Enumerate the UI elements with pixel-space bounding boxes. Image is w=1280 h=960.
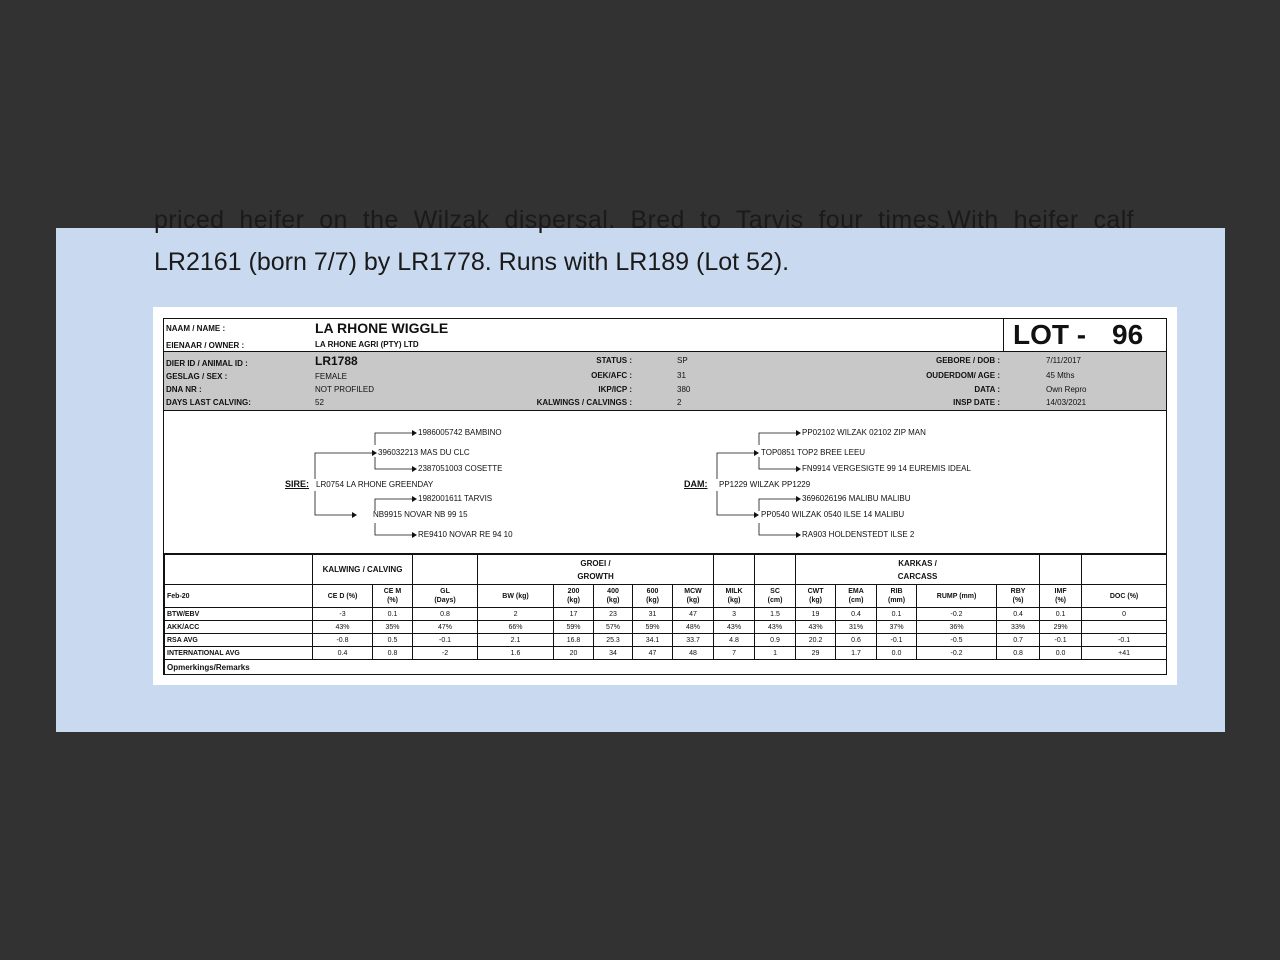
col-doc: DOC (%) bbox=[1082, 585, 1167, 608]
table-cell: -0.1 bbox=[1040, 634, 1082, 647]
col-rump: RUMP (mm) bbox=[917, 585, 997, 608]
col-mcw bbox=[673, 585, 714, 608]
table-cell: 0.7 bbox=[997, 634, 1040, 647]
col-rib bbox=[877, 585, 917, 608]
col-imf-name: IMF bbox=[1054, 588, 1067, 595]
table-cell: 47% bbox=[413, 621, 478, 634]
table-cell bbox=[1082, 621, 1167, 634]
dna-label: DNA NR : bbox=[166, 385, 202, 394]
dam-dam-name: PP0540 WILZAK 0540 ILSE 14 MALIBU bbox=[761, 510, 905, 519]
table-cell: -2 bbox=[413, 647, 478, 660]
document-panel bbox=[56, 206, 1225, 732]
table-cell: 1.6 bbox=[478, 647, 554, 660]
table-cell: 31 bbox=[633, 608, 673, 621]
table-cell: 43% bbox=[313, 621, 373, 634]
table-cell: 2.1 bbox=[478, 634, 554, 647]
row-label: AKK/ACC bbox=[165, 621, 313, 634]
col-rby-unit: (%) bbox=[1012, 597, 1024, 604]
sire-sire-sire-name: 1986005742 BAMBINO bbox=[418, 428, 502, 437]
table-cell: 0.4 bbox=[997, 608, 1040, 621]
table-row bbox=[165, 621, 1167, 634]
table-cell: 43% bbox=[796, 621, 836, 634]
table-row bbox=[165, 647, 1167, 660]
table-cell: -0.2 bbox=[917, 608, 997, 621]
sire-label: SIRE: bbox=[285, 479, 310, 489]
col-600 bbox=[633, 585, 673, 608]
insp-date-label: INSP DATE : bbox=[953, 398, 1000, 407]
group-carcass bbox=[796, 555, 1040, 585]
table-cell: 25.3 bbox=[594, 634, 633, 647]
table-cell: 59% bbox=[633, 621, 673, 634]
table-cell: 33.7 bbox=[673, 634, 714, 647]
group-blank bbox=[165, 555, 313, 585]
name-header bbox=[164, 319, 1166, 352]
table-row bbox=[165, 634, 1167, 647]
remarks-row bbox=[165, 660, 1167, 675]
sire-sire-name: 396032213 MAS DU CLC bbox=[378, 448, 470, 457]
table-cell: 37% bbox=[877, 621, 917, 634]
lot-box bbox=[1003, 319, 1166, 351]
period-label: Feb-20 bbox=[165, 585, 313, 608]
sire-dam-name: NB9915 NOVAR NB 99 15 bbox=[373, 510, 468, 519]
col-cem-unit: (%) bbox=[387, 597, 398, 604]
dam-sire-sire-name: PP02102 WILZAK 02102 ZIP MAN bbox=[802, 428, 926, 437]
group-growth bbox=[478, 555, 714, 585]
dam-dam-dam-name: RA903 HOLDENSTEDT ILSE 2 bbox=[802, 530, 915, 539]
intro-text-line: LR2161 (born 7/7) by LR1778. Runs with LR189 (Lot 52). bbox=[154, 248, 790, 276]
group-growth-line1: GROEI / bbox=[580, 558, 611, 568]
col-cwt-name: CWT bbox=[807, 588, 824, 595]
pedigree-lines bbox=[164, 411, 1166, 553]
table-cell: -0.8 bbox=[313, 634, 373, 647]
col-cwt-unit: (kg) bbox=[809, 597, 822, 604]
col-milk bbox=[714, 585, 755, 608]
table-cell: -0.1 bbox=[413, 634, 478, 647]
table-cell: 43% bbox=[755, 621, 796, 634]
table-cell: 0.8 bbox=[413, 608, 478, 621]
table-cell: 0.6 bbox=[836, 634, 877, 647]
col-sc-name: SC bbox=[770, 588, 780, 595]
owner-value: LA RHONE AGRI (PTY) LTD bbox=[315, 340, 419, 349]
lot-form bbox=[163, 318, 1167, 675]
table-cell: 0.1 bbox=[877, 608, 917, 621]
table-cell: 0.9 bbox=[755, 634, 796, 647]
table-cell: 31% bbox=[836, 621, 877, 634]
column-header-row bbox=[165, 585, 1167, 608]
col-200 bbox=[554, 585, 594, 608]
icp-label: IKP/ICP : bbox=[598, 385, 632, 394]
table-cell: 19 bbox=[796, 608, 836, 621]
lot-label: LOT - bbox=[1013, 319, 1087, 350]
col-ema bbox=[836, 585, 877, 608]
col-600-unit: (kg) bbox=[646, 597, 659, 604]
name-label: NAAM / NAME : bbox=[166, 324, 226, 333]
col-cem-name: CE M bbox=[383, 588, 402, 595]
table-cell: 59% bbox=[554, 621, 594, 634]
afc-value: 31 bbox=[677, 371, 686, 380]
lot-number: 96 bbox=[1112, 319, 1144, 350]
table-cell: 0.0 bbox=[1040, 647, 1082, 660]
row-label: BTW/EBV bbox=[165, 608, 313, 621]
table-cell: 47 bbox=[633, 647, 673, 660]
group-imf-blank bbox=[1082, 555, 1167, 585]
table-row bbox=[165, 608, 1167, 621]
icp-value: 380 bbox=[677, 385, 691, 394]
calvings-value: 2 bbox=[677, 398, 682, 407]
col-200-name: 200 bbox=[567, 588, 580, 595]
table-cell: 0.5 bbox=[373, 634, 413, 647]
dam-sire-name: TOP0851 TOP2 BREE LEEU bbox=[761, 448, 866, 457]
table-cell: 20.2 bbox=[796, 634, 836, 647]
table-cell: 0.0 bbox=[877, 647, 917, 660]
data-label: DATA : bbox=[974, 385, 1000, 394]
table-cell: 0.4 bbox=[313, 647, 373, 660]
table-cell: 4.8 bbox=[714, 634, 755, 647]
table-cell: 0.8 bbox=[373, 647, 413, 660]
animal-id-label: DIER ID / ANIMAL ID : bbox=[166, 359, 248, 368]
group-carcass-line2: CARCASS bbox=[897, 571, 938, 581]
age-value: 45 Mths bbox=[1046, 371, 1075, 380]
col-imf-unit: (%) bbox=[1055, 597, 1067, 604]
calvings-label: KALWINGS / CALVINGS : bbox=[536, 398, 632, 407]
col-ema-unit: (cm) bbox=[848, 597, 864, 604]
table-cell: -0.2 bbox=[917, 647, 997, 660]
status-value: SP bbox=[677, 356, 688, 365]
col-400-name: 400 bbox=[607, 588, 619, 595]
row-label: INTERNATIONAL AVG bbox=[165, 647, 313, 660]
table-cell: 33% bbox=[997, 621, 1040, 634]
sex-value: FEMALE bbox=[315, 372, 348, 381]
afc-label: OEK/AFC : bbox=[591, 371, 632, 380]
group-growth-line2: GROWTH bbox=[577, 571, 614, 581]
group-rby-blank bbox=[1040, 555, 1082, 585]
table-cell: 34 bbox=[594, 647, 633, 660]
table-cell: 29% bbox=[1040, 621, 1082, 634]
cut-off-text-line: priced heifer on the Wilzak dispersal. Bred to Tarvis four times.With heifer calf bbox=[154, 206, 1134, 234]
group-header-row bbox=[165, 555, 1167, 585]
col-600-name: 600 bbox=[646, 588, 659, 595]
col-milk-unit: (kg) bbox=[727, 597, 741, 604]
group-calving: KALWING / CALVING bbox=[313, 555, 413, 585]
table-cell: 23 bbox=[594, 608, 633, 621]
col-mcw-name: MCW bbox=[684, 588, 702, 595]
status-label: STATUS : bbox=[596, 356, 632, 365]
col-bw: BW (kg) bbox=[478, 585, 554, 608]
ebv-table bbox=[164, 554, 1167, 675]
dam-label: DAM: bbox=[684, 479, 708, 489]
group-carcass-line1: KARKAS / bbox=[898, 558, 937, 568]
table-cell: 7 bbox=[714, 647, 755, 660]
animal-id-value: LR1788 bbox=[315, 354, 358, 368]
group-gl-blank bbox=[413, 555, 478, 585]
insp-date-value: 14/03/2021 bbox=[1046, 398, 1087, 407]
ebv-body bbox=[165, 608, 1167, 660]
table-cell: 1.7 bbox=[836, 647, 877, 660]
col-rib-name: RIB bbox=[890, 588, 903, 595]
table-cell: 16.8 bbox=[554, 634, 594, 647]
table-cell: -0.5 bbox=[917, 634, 997, 647]
table-cell: 1.5 bbox=[755, 608, 796, 621]
table-cell: 3 bbox=[714, 608, 755, 621]
col-ced: CE D (%) bbox=[313, 585, 373, 608]
remarks-label: Opmerkings/Remarks bbox=[165, 660, 1167, 675]
sex-label: GESLAG / SEX : bbox=[166, 372, 228, 381]
group-sc-blank bbox=[755, 555, 796, 585]
sire-dam-sire-name: 1982001611 TARVIS bbox=[418, 494, 493, 503]
col-rby-name: RBY bbox=[1010, 588, 1026, 595]
table-cell: 0.4 bbox=[836, 608, 877, 621]
table-cell: 0.1 bbox=[1040, 608, 1082, 621]
col-imf bbox=[1040, 585, 1082, 608]
col-sc-unit: (cm) bbox=[767, 597, 783, 604]
col-cwt bbox=[796, 585, 836, 608]
table-cell: 36% bbox=[917, 621, 997, 634]
group-milk-blank bbox=[714, 555, 755, 585]
table-cell: 1 bbox=[755, 647, 796, 660]
table-cell: -3 bbox=[313, 608, 373, 621]
col-400-unit: (kg) bbox=[606, 597, 620, 604]
info-band bbox=[164, 352, 1166, 411]
col-ema-name: EMA bbox=[848, 588, 864, 595]
table-cell: 35% bbox=[373, 621, 413, 634]
dob-label: GEBORE / DOB : bbox=[935, 356, 1000, 365]
table-cell: 43% bbox=[714, 621, 755, 634]
days-last-calving-value: 52 bbox=[315, 398, 324, 407]
table-cell: 0.1 bbox=[373, 608, 413, 621]
col-gl-name: GL bbox=[440, 588, 450, 595]
col-rib-unit: (mm) bbox=[887, 597, 906, 604]
col-400 bbox=[594, 585, 633, 608]
table-cell: 2 bbox=[478, 608, 554, 621]
owner-label: EIENAAR / OWNER : bbox=[166, 341, 245, 350]
pedigree-section bbox=[164, 411, 1166, 554]
dam-sire-dam-name: FN9914 VERGESIGTE 99 14 EUREMIS IDEAL bbox=[802, 464, 971, 473]
table-cell: 47 bbox=[673, 608, 714, 621]
dob-value: 7/11/2017 bbox=[1046, 356, 1081, 365]
dam-name: PP1229 WILZAK PP1229 bbox=[719, 480, 811, 489]
table-cell: 29 bbox=[796, 647, 836, 660]
col-gl-unit: (Days) bbox=[434, 597, 456, 604]
data-value: Own Repro bbox=[1046, 385, 1087, 394]
dam-dam-sire-name: 3696026196 MALIBU MALIBU bbox=[802, 494, 911, 503]
table-cell: -0.1 bbox=[1082, 634, 1167, 647]
sire-dam-dam-name: RE9410 NOVAR RE 94 10 bbox=[418, 530, 513, 539]
sire-name: LR0754 LA RHONE GREENDAY bbox=[316, 480, 434, 489]
col-milk-name: MILK bbox=[725, 588, 743, 595]
table-cell: 17 bbox=[554, 608, 594, 621]
age-label: OUDERDOM/ AGE : bbox=[926, 371, 1000, 380]
row-label: RSA AVG bbox=[165, 634, 313, 647]
sire-sire-dam-name: 2387051003 COSETTE bbox=[418, 464, 503, 473]
animal-name: LA RHONE WIGGLE bbox=[315, 320, 449, 336]
table-cell: +41 bbox=[1082, 647, 1167, 660]
table-cell: 20 bbox=[554, 647, 594, 660]
table-cell: 57% bbox=[594, 621, 633, 634]
table-cell: 0 bbox=[1082, 608, 1167, 621]
table-cell: -0.1 bbox=[877, 634, 917, 647]
col-rby bbox=[997, 585, 1040, 608]
table-cell: 48 bbox=[673, 647, 714, 660]
dna-value: NOT PROFILED bbox=[315, 385, 374, 394]
table-cell: 0.8 bbox=[997, 647, 1040, 660]
col-mcw-unit: (kg) bbox=[686, 597, 700, 604]
col-200-unit: (kg) bbox=[567, 597, 580, 604]
table-cell: 34.1 bbox=[633, 634, 673, 647]
lot-card bbox=[153, 307, 1177, 685]
ebv-grid bbox=[164, 554, 1166, 675]
col-gl bbox=[413, 585, 478, 608]
days-last-calving-label: DAYS LAST CALVING: bbox=[166, 398, 251, 407]
table-cell: 66% bbox=[478, 621, 554, 634]
col-sc bbox=[755, 585, 796, 608]
table-cell: 48% bbox=[673, 621, 714, 634]
col-cem bbox=[373, 585, 413, 608]
